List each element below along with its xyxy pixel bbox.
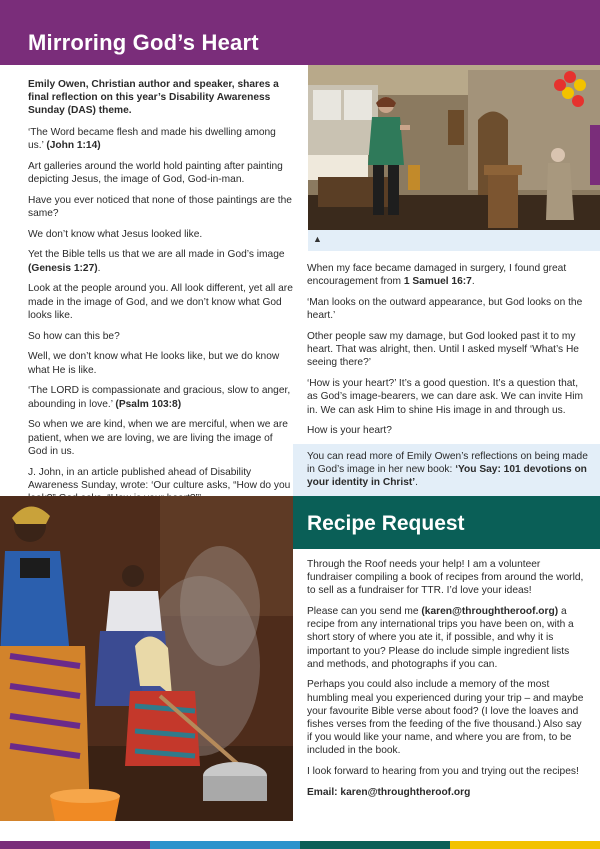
book-note — [307, 450, 589, 490]
footer-segment-blue — [150, 841, 300, 849]
paragraph-text: Yet the Bible tells us that we are all made in God’s image — [28, 249, 285, 261]
recipe-title: Recipe Request — [307, 512, 465, 535]
recipe-paragraph: I look forward to hearing from you and trying out the recipes! — [307, 766, 579, 778]
paragraph-text: Please can you send me — [307, 606, 422, 617]
article-paragraph — [28, 248, 293, 274]
article-paragraph: So how can this be? — [28, 330, 120, 342]
recipe-paragraph: Through the Roof needs your help! I am a volunteer fundraiser compiling a book of recipes from around the world, to sell as a fundraiser for TTR. I’d love your ideas! — [307, 559, 584, 597]
article-paragraph: Other people saw my damage, but God looked past it to my heart. That was alright, then. Until I asked myself ‘What’s He seeing there?’ — [307, 331, 579, 369]
scripture-ref: (Genesis 1:27) — [28, 262, 98, 274]
article-paragraph — [28, 384, 293, 410]
header-banner — [0, 0, 600, 65]
paragraph-text: . — [471, 276, 475, 288]
cooking-photo — [0, 496, 293, 821]
article-paragraph: J. John, in an article published ahead of Disability Awareness Sunday, wrote: ‘Our culture asks, “How do you — [28, 466, 291, 491]
article-paragraph — [307, 262, 585, 288]
paragraph-text: ‘The LORD is compassionate and gracious, slow to anger, abounding in love.’ — [28, 385, 291, 410]
email-link[interactable]: (karen@throughtheroof.org) — [421, 606, 559, 617]
footer-segment-teal — [300, 841, 450, 849]
page-title: Mirroring God’s Heart — [28, 30, 259, 55]
recipe-paragraph: Perhaps you could also include a memory of the most humbling meal you experienced during your trip – and maybe your favourite Bible verse about food? (I love the loaves and fishes verses from the feeding of the five thousand.) Also say if you would like your name, and where you are from, to be included in the book. — [307, 679, 584, 757]
recipe-email-line[interactable]: Email: karen@throughtheroof.org — [307, 786, 471, 798]
footer-color-strip — [0, 841, 600, 849]
article-paragraph: ‘How is your heart?’ It’s a good question. It’s a question that, as God’s image-bearers, we can dare ask. We can invite Him in. We can ask Him to shine His image in and through us. — [307, 378, 583, 416]
article-column-left — [28, 78, 293, 513]
recipe-column — [307, 558, 588, 806]
note-text: You can read more of Emily Owen’s reflections on being made in God’s image in her new book: — [307, 451, 588, 476]
article-lead: Emily Owen, Christian author and speaker, shares a final reflection on this year’s Disability Awareness Sunday (DAS) theme. — [28, 79, 279, 117]
paragraph-text: ‘The Word became flesh and made his dwelling among us.’ — [28, 126, 276, 151]
recipe-paragraph — [307, 605, 588, 671]
article-column-right — [307, 262, 585, 445]
article-paragraph: Well, we don’t know what He looks like, but we do know what He is like. — [28, 351, 280, 376]
cooking-photo-illustration — [0, 496, 293, 821]
book-title: ‘You Say: 101 devotions on your identity in Christ’ — [307, 464, 587, 489]
article-paragraph: Look at the people around you. All look different, yet all are made in the image of God, and we don’t know what God looks like. — [28, 283, 293, 321]
article-paragraph — [28, 126, 293, 152]
paragraph-text: a recipe from any international trips you have been on, with a short story of where you ate it, if possible, and why it is important to you? Please do include simple ingredient lists and methods, and photographs if you can. — [307, 606, 574, 670]
scripture-ref: (John 1:14) — [46, 139, 101, 151]
speaker-photo-illustration — [308, 65, 600, 230]
book-note-box — [293, 444, 600, 496]
article-paragraph: ‘Man looks on the outward appearance, but God looks on the heart.’ — [307, 297, 583, 322]
paragraph-text: . — [97, 262, 101, 274]
paragraph-text: When my face became damaged in surgery, I found great encouragement from — [307, 263, 567, 288]
footer-segment-purple — [0, 841, 150, 849]
scripture-ref: (Psalm 103:8) — [115, 398, 182, 410]
recipe-banner — [293, 496, 600, 549]
article-paragraph: Art galleries around the world hold painting after painting depicting Jesus, the image of God, God-in-man. — [28, 160, 283, 185]
article-paragraph: How is your heart? — [307, 425, 392, 437]
footer-segment-yellow — [450, 841, 600, 849]
photo-caption-bar — [308, 230, 600, 251]
article-paragraph: Have you ever noticed that none of those paintings are the same? — [28, 194, 292, 219]
scripture-ref: 1 Samuel 16:7 — [403, 276, 472, 288]
speaker-photo — [308, 65, 600, 230]
article-paragraph: So when we are kind, when we are merciful, when we are patient, when we are loving, we are living the image of God in us. — [28, 419, 288, 457]
article-paragraph: We don’t know what Jesus looked like. — [28, 228, 203, 240]
note-text: . — [415, 477, 418, 489]
caption-triangle-icon: ▲ — [313, 234, 322, 244]
